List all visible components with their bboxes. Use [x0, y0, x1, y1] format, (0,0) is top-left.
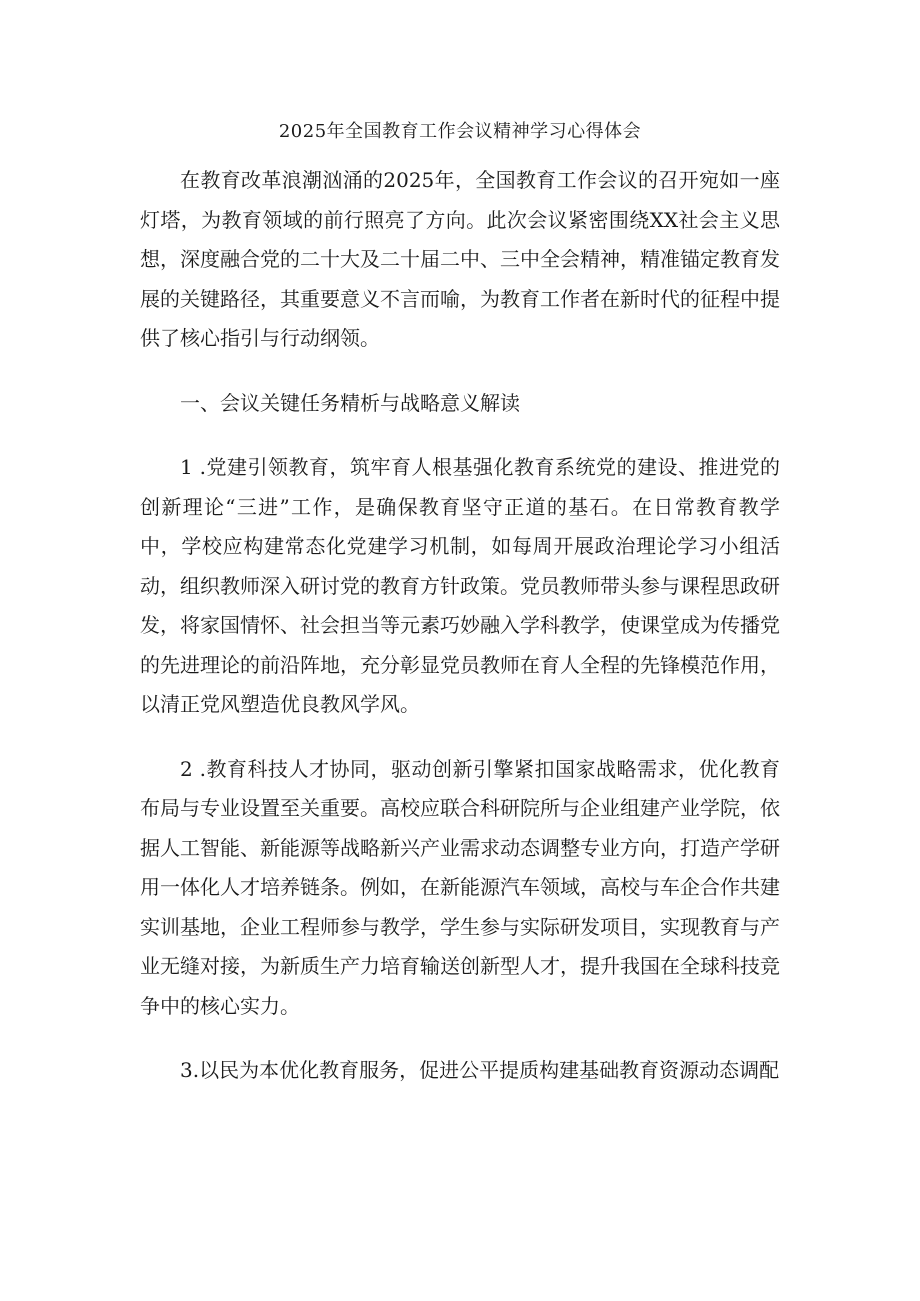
section-heading: 一、会议关键任务精析与战略意义解读 [180, 390, 520, 415]
document-body [140, 161, 780, 1091]
item-paragraph-2: 2 .教育科技人才协同，驱动创新引擎紧扣国家战略需求，优化教育布局与专业设置至关重要。高校应联合科研院所与企业组建产业学院，依据人工智能、新能源等战略新兴产业需求动态调整专业方向，打造产学研用一体化人才培养链条。例如，在新能源汽车领域，高校与车企合作共建实训基地，企业工程师参与教学，学生参与实际研发项目，实现教育与产业无缝对接，为新质生产力培育输送创新型人才，提升我国在全球科技竞争中的核心实力。 [140, 756, 780, 1018]
intro-paragraph: 在教育改革浪潮汹涌的2025年，全国教育工作会议的召开宛如一座灯塔，为教育领域的前行照亮了方向。此次会议紧密围绕XX社会主义思想，深度融合党的二十大及二十届二中、三中全会精神，精准锚定教育发展的关键路径，其重要意义不言而喻，为教育工作者在新时代的征程中提供了核心指引与行动纲领。 [140, 168, 780, 350]
item-paragraph-3: 3.以民为本优化教育服务，促进公平提质构建基础教育资源动态调配 [180, 1058, 780, 1082]
document-title: 2025年全国教育工作会议精神学习心得体会 [278, 121, 642, 142]
item-paragraph-1: 1 .党建引领教育，筑牢育人根基强化教育系统党的建设、推进党的创新理论“三进”工作，是确保教育坚守正道的基石。在日常教育教学中，学校应构建常态化党建学习机制，如每周开展政治理论学习小组活动，组织教师深入研讨党的教育方针政策。党员教师带头参与课程思政研发，将家国情怀、社会担当等元素巧妙融入学科教学，使课堂成为传播党的先进理论的前沿阵地，充分彰显党员教师在育人全程的先锋模范作用，以清正党风塑造优良教风学风。 [140, 455, 780, 716]
